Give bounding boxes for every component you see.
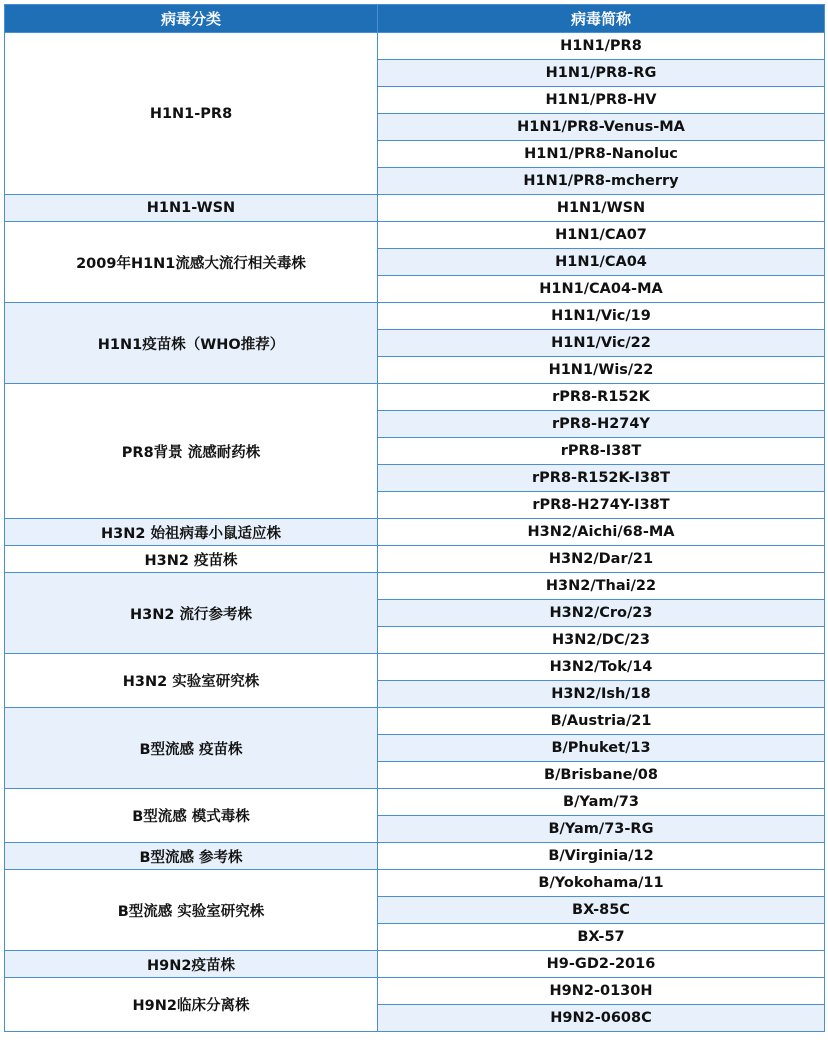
category-cell: H3N2 始祖病毒小鼠适应株	[5, 519, 378, 546]
table-row	[5, 222, 825, 249]
category-cell: B型流感 疫苗株	[5, 708, 378, 789]
strain-cell: B/Phuket/13	[378, 735, 825, 762]
category-cell: B型流感 模式毒株	[5, 789, 378, 843]
strain-cell: H9-GD2-2016	[378, 951, 825, 978]
header-row	[5, 5, 825, 33]
strain-cell: B/Virginia/12	[378, 843, 825, 870]
strain-cell: H1N1/PR8	[378, 33, 825, 60]
strain-cell: H3N2/Cro/23	[378, 600, 825, 627]
strain-cell: rPR8-R152K-I38T	[378, 465, 825, 492]
table-row	[5, 195, 825, 222]
table-row	[5, 789, 825, 816]
virus-strain-table	[4, 4, 825, 1032]
strain-cell: H1N1/PR8-Venus-MA	[378, 114, 825, 141]
category-cell: H9N2疫苗株	[5, 951, 378, 978]
table-row	[5, 708, 825, 735]
strain-cell: H9N2-0130H	[378, 978, 825, 1005]
category-cell: B型流感 参考株	[5, 843, 378, 870]
table-row	[5, 951, 825, 978]
strain-cell: H3N2/Thai/22	[378, 573, 825, 600]
category-cell: H1N1疫苗株（WHO推荐）	[5, 303, 378, 384]
strain-cell: H1N1/CA04-MA	[378, 276, 825, 303]
table-row	[5, 303, 825, 330]
strain-cell: H3N2/Tok/14	[378, 654, 825, 681]
strain-cell: H3N2/DC/23	[378, 627, 825, 654]
table-row	[5, 33, 825, 60]
strain-cell: B/Brisbane/08	[378, 762, 825, 789]
strain-cell: H1N1/CA07	[378, 222, 825, 249]
category-cell: H9N2临床分离株	[5, 978, 378, 1032]
strain-cell: H3N2/Ish/18	[378, 681, 825, 708]
strain-cell: H1N1/Vic/22	[378, 330, 825, 357]
strain-cell: H1N1/Vic/19	[378, 303, 825, 330]
table-row	[5, 384, 825, 411]
table-row	[5, 546, 825, 573]
strain-cell: rPR8-R152K	[378, 384, 825, 411]
category-cell: 2009年H1N1流感大流行相关毒株	[5, 222, 378, 303]
table-row	[5, 654, 825, 681]
strain-cell: H1N1/WSN	[378, 195, 825, 222]
strain-cell: B/Yokohama/11	[378, 870, 825, 897]
strain-cell: H3N2/Aichi/68-MA	[378, 519, 825, 546]
strain-cell: rPR8-H274Y-I38T	[378, 492, 825, 519]
category-cell: H3N2 实验室研究株	[5, 654, 378, 708]
table-row	[5, 870, 825, 897]
strain-cell: H3N2/Dar/21	[378, 546, 825, 573]
strain-cell: H1N1/PR8-HV	[378, 87, 825, 114]
strain-cell: H1N1/Wis/22	[378, 357, 825, 384]
category-cell: H1N1-PR8	[5, 33, 378, 195]
header-category: 病毒分类	[5, 5, 378, 33]
strain-cell: BX-85C	[378, 897, 825, 924]
table-row	[5, 843, 825, 870]
strain-cell: B/Yam/73-RG	[378, 816, 825, 843]
table-row	[5, 519, 825, 546]
strain-cell: rPR8-H274Y	[378, 411, 825, 438]
strain-cell: H1N1/PR8-RG	[378, 60, 825, 87]
table-body	[5, 33, 825, 1032]
strain-cell: rPR8-I38T	[378, 438, 825, 465]
category-cell: B型流感 实验室研究株	[5, 870, 378, 951]
strain-cell: H1N1/PR8-Nanoluc	[378, 141, 825, 168]
strain-cell: H9N2-0608C	[378, 1005, 825, 1032]
strain-cell: H1N1/CA04	[378, 249, 825, 276]
category-cell: H3N2 流行参考株	[5, 573, 378, 654]
header-strain-abbrev: 病毒简称	[378, 5, 825, 33]
category-cell: H1N1-WSN	[5, 195, 378, 222]
category-cell: H3N2 疫苗株	[5, 546, 378, 573]
strain-cell: BX-57	[378, 924, 825, 951]
table-row	[5, 978, 825, 1005]
strain-cell: B/Austria/21	[378, 708, 825, 735]
category-cell: PR8背景 流感耐药株	[5, 384, 378, 519]
table-row	[5, 573, 825, 600]
strain-cell: H1N1/PR8-mcherry	[378, 168, 825, 195]
strain-cell: B/Yam/73	[378, 789, 825, 816]
